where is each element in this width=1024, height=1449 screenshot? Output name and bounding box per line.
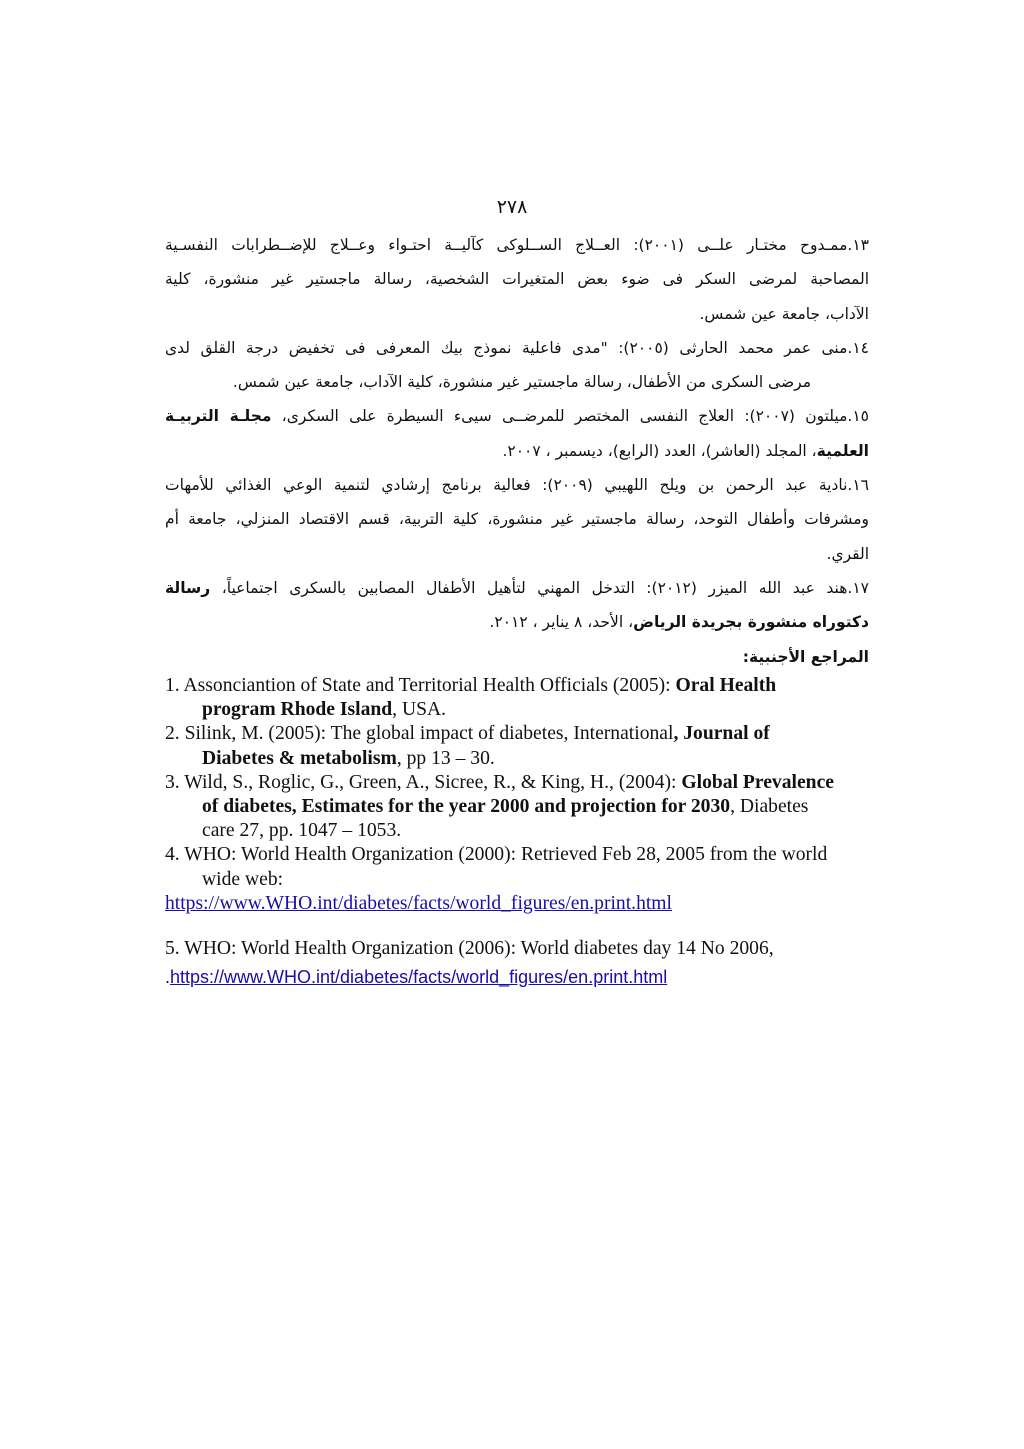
english-references — [165, 674, 845, 989]
reference-link[interactable]: https://www.WHO.int/diabetes/facts/world_figures/en.print.html — [165, 892, 672, 914]
journal-title: العلمية — [816, 441, 869, 460]
reference-text: , USA. — [392, 699, 447, 721]
thesis-title: دكتوراه منشورة بجريدة الرياض — [633, 613, 869, 632]
reference-line — [165, 571, 869, 605]
reference-text: ، المجلد (العاشر)، العدد (الرابع)، ديسمبر ، ٢٠٠٧. — [502, 441, 817, 460]
english-reference-1 — [165, 674, 845, 722]
spacer — [165, 916, 845, 937]
english-reference-4 — [165, 843, 845, 891]
arabic-reference-13 — [165, 228, 869, 331]
english-reference-3 — [165, 771, 845, 844]
foreign-references-heading: المراجع الأجنبية: — [742, 647, 869, 666]
arabic-reference-17 — [165, 571, 869, 640]
page-number: ٢٧٨ — [496, 196, 528, 218]
arabic-reference-14 — [165, 331, 869, 400]
reference-line: المصاحبة لمرضى السكر فى ضوء بعض المتغيرات الشخصية، رسالة ماجستير غير منشورة، كلية — [165, 270, 869, 289]
reference-link[interactable]: https://www.WHO.int/diabetes/facts/world_figures/en.print.html — [170, 967, 668, 988]
period: . — [165, 967, 171, 988]
journal-title: مجلـة التربيـة — [165, 407, 272, 426]
reference-line: ومشرفات وأطفال التوحد، رسالة ماجستير غير منشورة، كلية التربية، قسم الاقتصاد المنزلي، جامعة أم — [165, 510, 869, 529]
arabic-references — [165, 228, 869, 674]
reference-text: , pp 13 – 30. — [396, 747, 495, 769]
reference-text: ، الأحد، ٨ يناير ، ٢٠١٢. — [489, 613, 634, 632]
reference-link-line — [165, 965, 845, 989]
reference-text: , Diabetes care 27, pp. 1047 – 1053. — [202, 796, 809, 842]
reference-line — [165, 605, 869, 639]
reference-line: القري. — [826, 544, 869, 563]
reference-line: ١٣.ممـدوح مختـار علــى (٢٠٠١): العــلاج الســلوكى كآليــة احتـواء وعــلاج للإضــطرابات النفسـية — [165, 236, 869, 254]
reference-title: , Journal of Diabetes & metabolism — [202, 723, 770, 769]
reference-line-inner — [489, 605, 869, 639]
reference-text: 1. Assonciantion of State and Territorial Health Officials (2005): — [165, 675, 676, 696]
reference-line: الآداب، جامعة عين شمس. — [699, 304, 869, 323]
reference-title: Oral Health program Rhode Island — [202, 675, 777, 721]
reference-line — [165, 434, 869, 468]
reference-text: 2. Silink, M. (2005): The global impact of diabetes, International — [165, 723, 674, 745]
english-reference-2 — [165, 722, 845, 770]
reference-text: 4. WHO: World Health Organization (2000): Retrieved Feb 28, 2005 from the world wide web: — [165, 844, 828, 890]
english-reference-5 — [165, 937, 845, 961]
reference-line: مرضى السكرى من الأطفال، رسالة ماجستير غير منشورة، كلية الآداب، جامعة عين شمس. — [232, 373, 811, 392]
thesis-title: رسالة — [165, 578, 211, 597]
reference-line — [165, 399, 869, 433]
reference-text: ١٥.ميلتون (٢٠٠٧): العلاج النفسى المختصر للمرضــى سيىء السيطرة على السكرى، — [271, 407, 869, 426]
reference-line: ١٦.نادية عبد الرحمن بن ويلح اللهيبي (٢٠٠٩): فعالية برنامج إرشادي لتنمية الوعي الغذائي للأمهات — [165, 476, 869, 495]
reference-text: 5. WHO: World Health Organization (2006): World diabetes day 14 No 2006, — [165, 938, 774, 960]
reference-title: Global Prevalence of diabetes, Estimates for the year 2000 and projection for 2030 — [202, 771, 834, 818]
reference-line: ١٤.منى عمر محمد الحارثى (٢٠٠٥): "مدى فاعلية نموذج بيك المعرفى فى تخفيض درجة القلق لدى — [165, 338, 869, 357]
reference-text: 3. Wild, S., Roglic, G., Green, A., Sicree, R., & King, H., (2004): — [165, 771, 682, 793]
arabic-reference-16 — [165, 468, 869, 571]
reference-text: ١٧.هند عبد الله الميزر (٢٠١٢): التدخل المهني لتأهيل الأطفال المصابين بالسكرى اجتماعياً، — [210, 578, 869, 597]
arabic-reference-15 — [165, 399, 869, 468]
